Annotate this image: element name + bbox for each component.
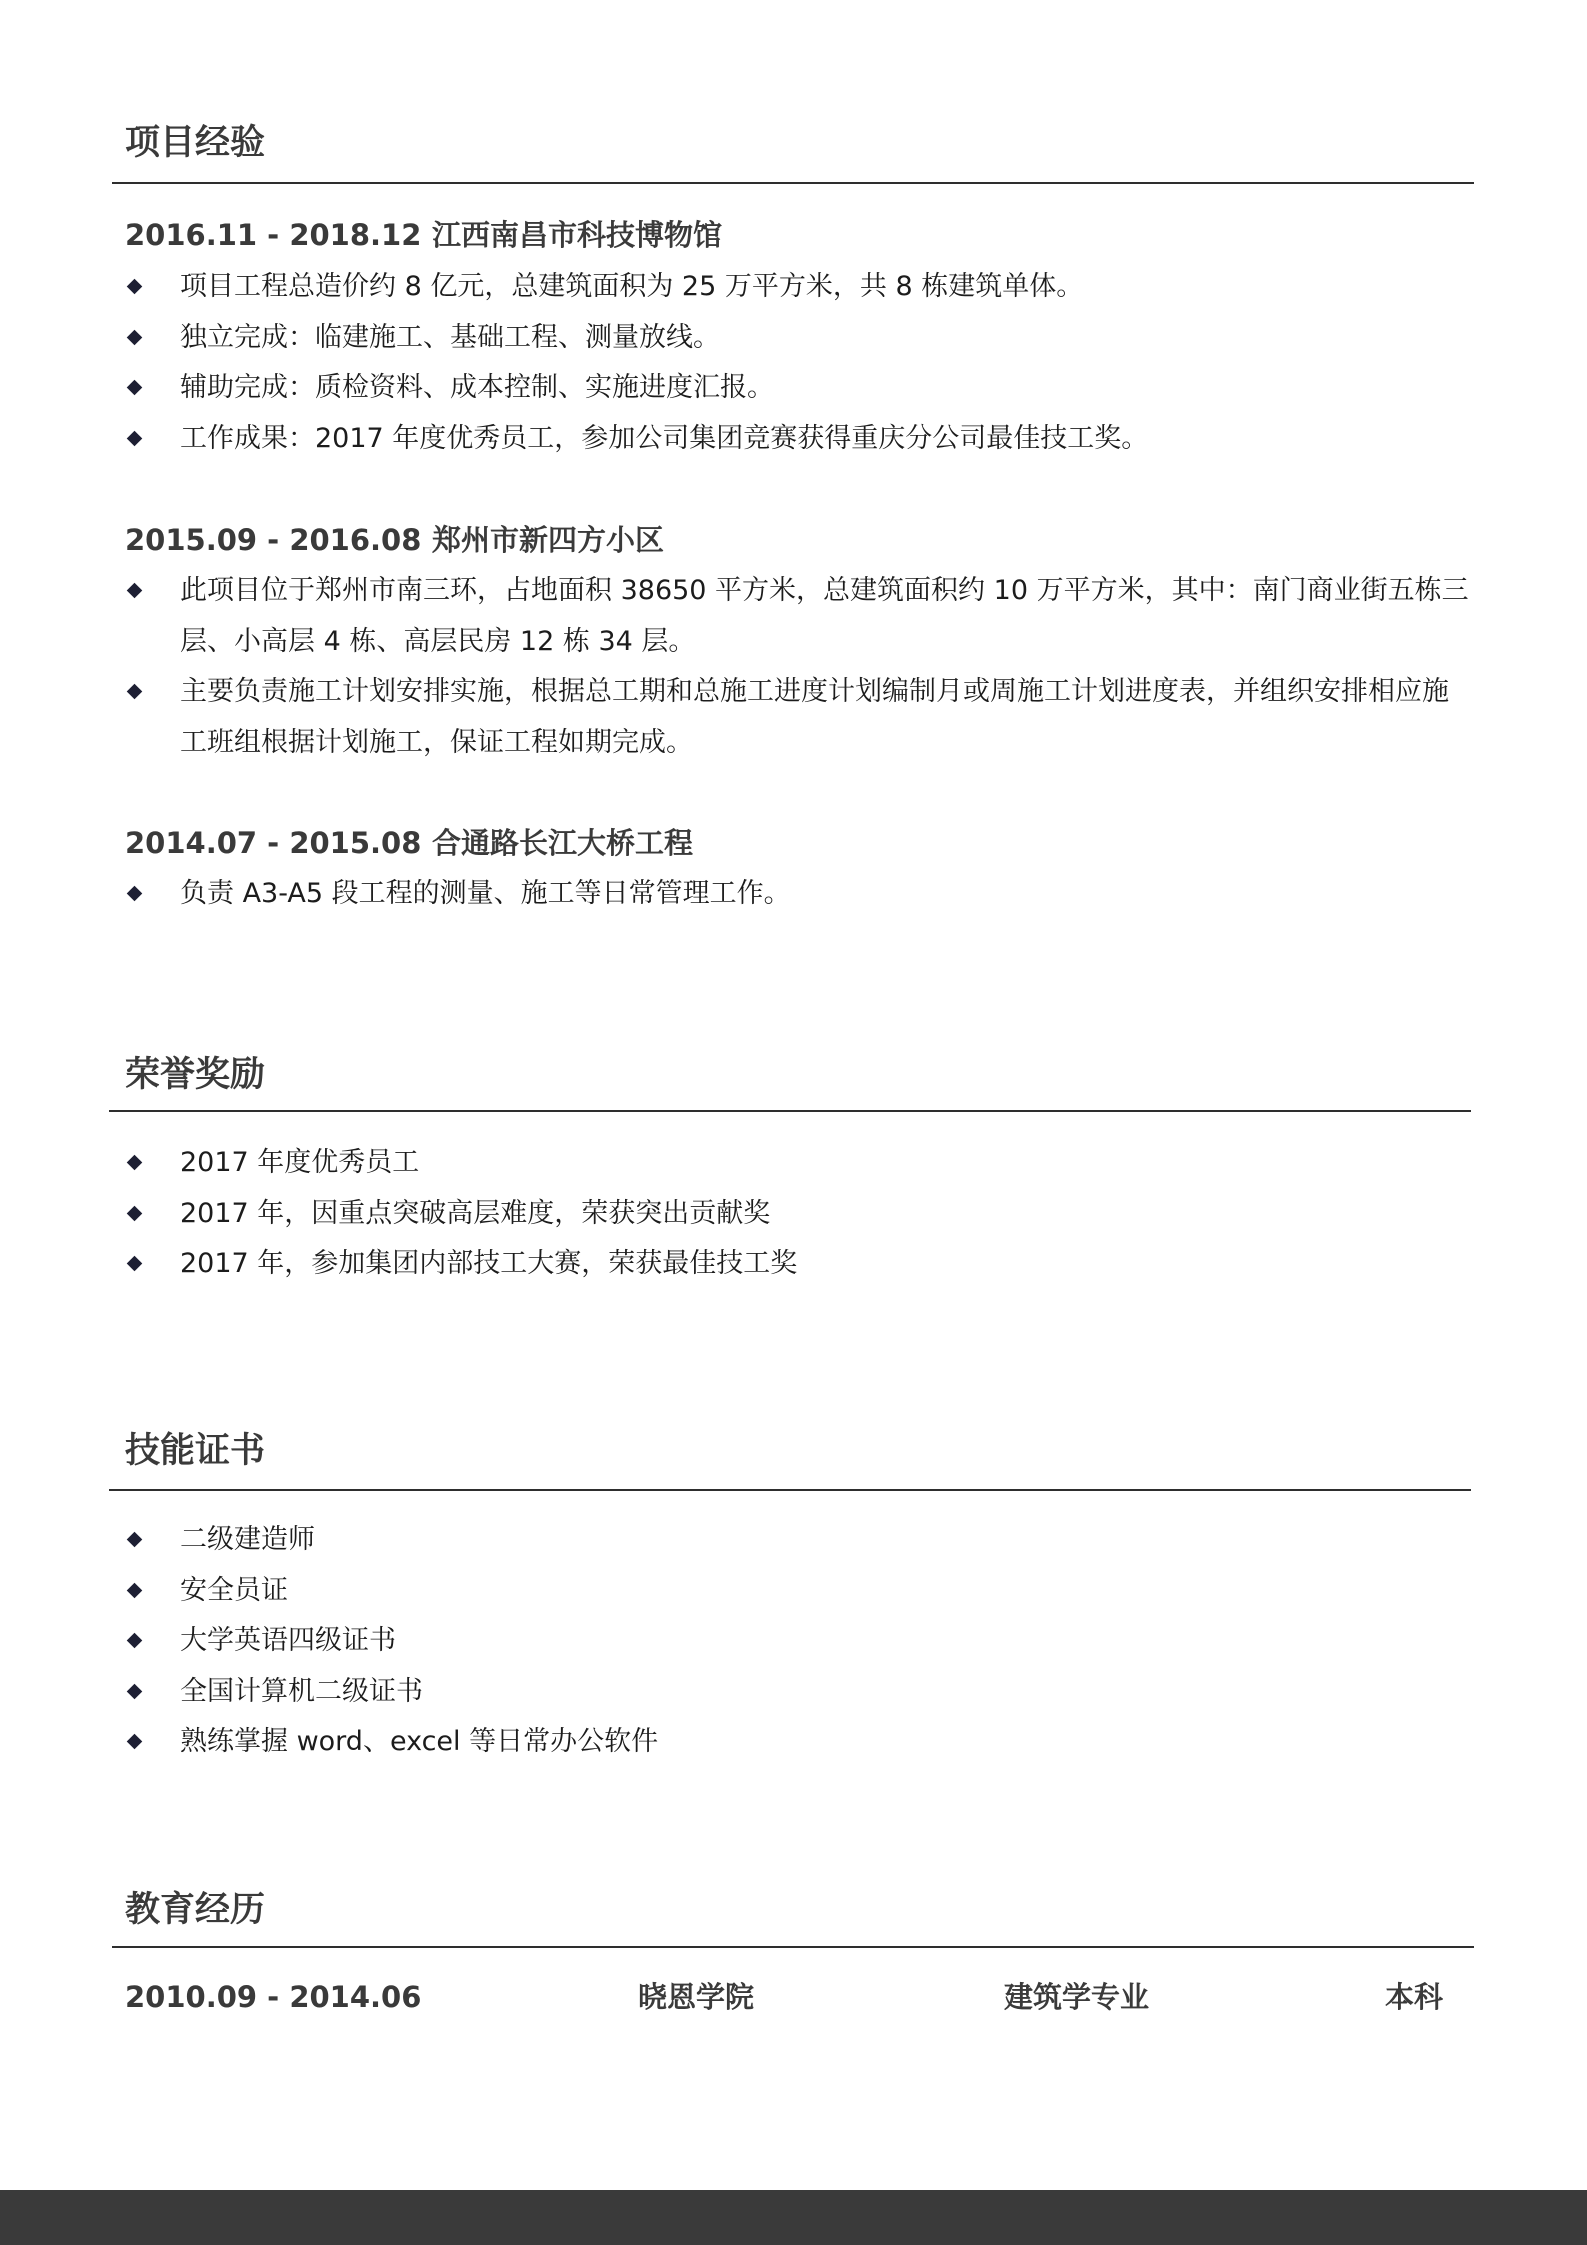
list-item: 2017 年度优秀员工 xyxy=(0,1138,1470,1189)
diamond-bullet-icon xyxy=(127,1734,143,1750)
project-bullet-list xyxy=(0,566,1587,768)
project-bullet-list xyxy=(0,262,1587,464)
project-header xyxy=(125,218,723,252)
list-item: 独立完成：临建施工、基础工程、测量放线。 xyxy=(0,313,1470,364)
section-divider xyxy=(112,182,1474,184)
project-name: 郑州市新四方小区 xyxy=(432,523,665,557)
honors-bullet-list xyxy=(0,1138,1587,1290)
diamond-bullet-icon xyxy=(127,430,143,446)
footer-bar xyxy=(0,2190,1587,2245)
section-divider xyxy=(112,1946,1474,1948)
list-item: 大学英语四级证书 xyxy=(0,1616,1470,1667)
diamond-bullet-icon xyxy=(127,1256,143,1272)
list-item: 辅助完成：质检资料、成本控制、实施进度汇报。 xyxy=(0,363,1470,414)
section-divider xyxy=(109,1110,1471,1112)
diamond-bullet-icon xyxy=(127,380,143,396)
project-date: 2016.11 - 2018.12 xyxy=(125,218,422,252)
diamond-bullet-icon xyxy=(127,1633,143,1649)
list-item: 工作成果：2017 年度优秀员工，参加公司集团竞赛获得重庆分公司最佳技工奖。 xyxy=(0,414,1470,465)
list-item: 2017 年，参加集团内部技工大赛，荣获最佳技工奖 xyxy=(0,1239,1470,1290)
section-title-skills: 技能证书 xyxy=(125,1431,266,1471)
list-item: 全国计算机二级证书 xyxy=(0,1667,1470,1718)
section-title-honors: 荣誉奖励 xyxy=(125,1055,266,1095)
diamond-bullet-icon xyxy=(127,583,143,599)
list-item: 2017 年，因重点突破高层难度，荣获突出贡献奖 xyxy=(0,1189,1470,1240)
project-name: 江西南昌市科技博物馆 xyxy=(432,218,723,252)
list-item: 二级建造师 xyxy=(0,1515,1470,1566)
diamond-bullet-icon xyxy=(127,886,143,902)
list-item: 项目工程总造价约 8 亿元，总建筑面积为 25 万平方米，共 8 栋建筑单体。 xyxy=(0,262,1470,313)
diamond-bullet-icon xyxy=(127,1205,143,1221)
project-name: 合通路长江大桥工程 xyxy=(432,826,694,860)
project-date: 2014.07 - 2015.08 xyxy=(125,826,422,860)
diamond-bullet-icon xyxy=(127,1683,143,1699)
diamond-bullet-icon xyxy=(127,329,143,345)
education-date: 2010.09 - 2014.06 xyxy=(125,1980,422,2014)
section-title-projects: 项目经验 xyxy=(125,123,266,163)
section-title-education: 教育经历 xyxy=(125,1890,266,1930)
project-date: 2015.09 - 2016.08 xyxy=(125,523,422,557)
diamond-bullet-icon xyxy=(127,1155,143,1171)
section-divider xyxy=(109,1489,1471,1491)
list-item: 主要负责施工计划安排实施，根据总工期和总施工进度计划编制月或周施工计划进度表，并组织安排相应施工班组根据计划施工，保证工程如期完成。 xyxy=(0,667,1470,768)
education-school: 晓恩学院 xyxy=(638,1980,755,2014)
education-major: 建筑学专业 xyxy=(1004,1980,1150,2014)
diamond-bullet-icon xyxy=(127,1582,143,1598)
project-header xyxy=(125,523,665,557)
education-degree: 本科 xyxy=(1385,1980,1444,2014)
diamond-bullet-icon xyxy=(127,684,143,700)
list-item: 负责 A3-A5 段工程的测量、施工等日常管理工作。 xyxy=(0,869,1470,920)
list-item: 此项目位于郑州市南三环，占地面积 38650 平方米，总建筑面积约 10 万平方米，其中：南门商业街五栋三层、小高层 4 栋、高层民房 12 栋 34 层。 xyxy=(0,566,1470,667)
list-item: 安全员证 xyxy=(0,1566,1470,1617)
skills-bullet-list xyxy=(0,1515,1587,1768)
list-item: 熟练掌握 word、excel 等日常办公软件 xyxy=(0,1717,1470,1768)
diamond-bullet-icon xyxy=(127,1532,143,1548)
project-header xyxy=(125,826,694,860)
diamond-bullet-icon xyxy=(127,279,143,295)
project-bullet-list xyxy=(0,869,1587,920)
